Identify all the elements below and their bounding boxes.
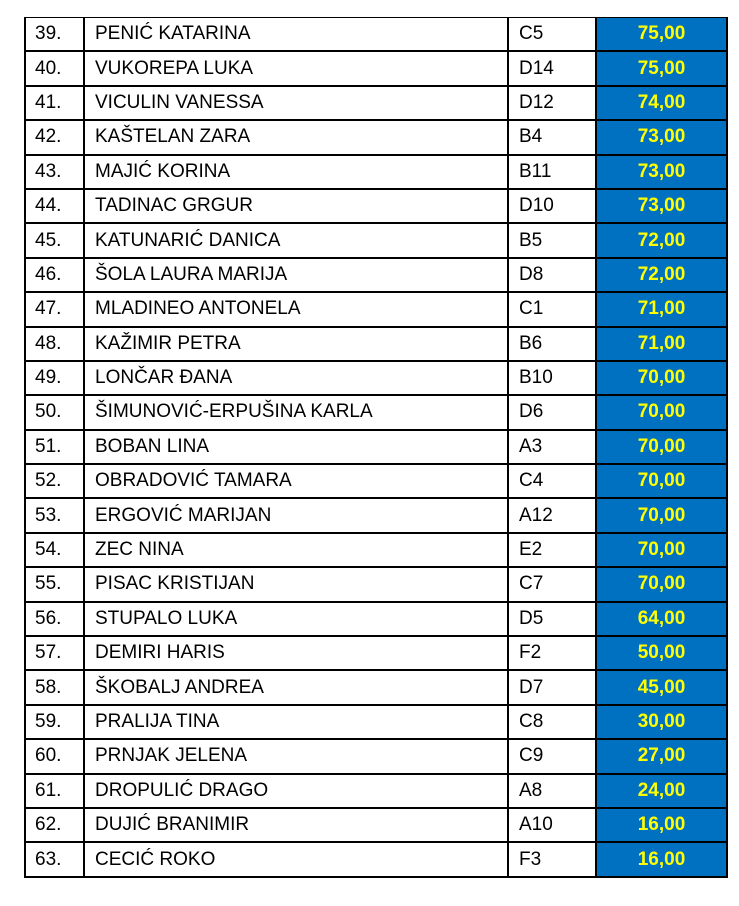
code-cell: D14: [508, 51, 596, 85]
code-cell: C1: [508, 292, 596, 326]
code-cell: C8: [508, 705, 596, 739]
name-cell: DROPULIĆ DRAGO: [84, 774, 508, 808]
rank-cell: 53.: [25, 498, 84, 532]
score-cell: 75,00: [596, 51, 727, 85]
score-cell: 45,00: [596, 670, 727, 704]
name-cell: KAŽIMIR PETRA: [84, 327, 508, 361]
results-table-body: [25, 18, 727, 877]
score-cell: 71,00: [596, 327, 727, 361]
name-cell: ERGOVIĆ MARIJAN: [84, 498, 508, 532]
score-cell: 72,00: [596, 223, 727, 257]
score-cell: 70,00: [596, 464, 727, 498]
score-cell: 73,00: [596, 120, 727, 154]
code-cell: A8: [508, 774, 596, 808]
rank-cell: 41.: [25, 86, 84, 120]
rank-cell: 42.: [25, 120, 84, 154]
rank-cell: 40.: [25, 51, 84, 85]
score-cell: 30,00: [596, 705, 727, 739]
table-row: [25, 258, 727, 292]
code-cell: D12: [508, 86, 596, 120]
name-cell: MAJIĆ KORINA: [84, 155, 508, 189]
name-cell: KAŠTELAN ZARA: [84, 120, 508, 154]
code-cell: D5: [508, 602, 596, 636]
rank-cell: 52.: [25, 464, 84, 498]
score-cell: 16,00: [596, 842, 727, 876]
table-row: [25, 567, 727, 601]
code-cell: D7: [508, 670, 596, 704]
rank-cell: 43.: [25, 155, 84, 189]
code-cell: B4: [508, 120, 596, 154]
name-cell: PRNJAK JELENA: [84, 739, 508, 773]
name-cell: ŠOLA LAURA MARIJA: [84, 258, 508, 292]
name-cell: DEMIRI HARIS: [84, 636, 508, 670]
table-row: [25, 395, 727, 429]
rank-cell: 47.: [25, 292, 84, 326]
table-row: [25, 86, 727, 120]
name-cell: VICULIN VANESSA: [84, 86, 508, 120]
name-cell: MLADINEO ANTONELA: [84, 292, 508, 326]
code-cell: B10: [508, 361, 596, 395]
rank-cell: 57.: [25, 636, 84, 670]
table-row: [25, 361, 727, 395]
table-row: [25, 464, 727, 498]
rank-cell: 50.: [25, 395, 84, 429]
table-row: [25, 533, 727, 567]
table-row: [25, 670, 727, 704]
name-cell: OBRADOVIĆ TAMARA: [84, 464, 508, 498]
score-cell: 71,00: [596, 292, 727, 326]
rank-cell: 48.: [25, 327, 84, 361]
table-row: [25, 498, 727, 532]
score-cell: 70,00: [596, 498, 727, 532]
code-cell: D6: [508, 395, 596, 429]
name-cell: PRALIJA TINA: [84, 705, 508, 739]
code-cell: B11: [508, 155, 596, 189]
code-cell: C5: [508, 18, 596, 52]
score-cell: 70,00: [596, 361, 727, 395]
table-row: [25, 739, 727, 773]
rank-cell: 49.: [25, 361, 84, 395]
table-row: [25, 430, 727, 464]
name-cell: PISAC KRISTIJAN: [84, 567, 508, 601]
rank-cell: 39.: [25, 18, 84, 52]
code-cell: A12: [508, 498, 596, 532]
table-row: [25, 808, 727, 842]
rank-cell: 60.: [25, 739, 84, 773]
rank-cell: 44.: [25, 189, 84, 223]
name-cell: CECIĆ ROKO: [84, 842, 508, 876]
table-row: [25, 602, 727, 636]
rank-cell: 58.: [25, 670, 84, 704]
table-row: [25, 18, 727, 52]
score-cell: 74,00: [596, 86, 727, 120]
code-cell: B5: [508, 223, 596, 257]
table-row: [25, 636, 727, 670]
name-cell: KATUNARIĆ DANICA: [84, 223, 508, 257]
rank-cell: 56.: [25, 602, 84, 636]
rank-cell: 62.: [25, 808, 84, 842]
score-cell: 70,00: [596, 567, 727, 601]
code-cell: A3: [508, 430, 596, 464]
score-cell: 16,00: [596, 808, 727, 842]
table-row: [25, 51, 727, 85]
rank-cell: 59.: [25, 705, 84, 739]
score-cell: 73,00: [596, 155, 727, 189]
name-cell: ŠKOBALJ ANDREA: [84, 670, 508, 704]
score-cell: 72,00: [596, 258, 727, 292]
score-cell: 73,00: [596, 189, 727, 223]
table-row: [25, 223, 727, 257]
name-cell: ZEC NINA: [84, 533, 508, 567]
table-row: [25, 327, 727, 361]
rank-cell: 54.: [25, 533, 84, 567]
score-cell: 70,00: [596, 533, 727, 567]
code-cell: A10: [508, 808, 596, 842]
code-cell: C7: [508, 567, 596, 601]
name-cell: STUPALO LUKA: [84, 602, 508, 636]
name-cell: TADINAC GRGUR: [84, 189, 508, 223]
name-cell: DUJIĆ BRANIMIR: [84, 808, 508, 842]
code-cell: D8: [508, 258, 596, 292]
score-cell: 27,00: [596, 739, 727, 773]
table-row: [25, 842, 727, 876]
rank-cell: 63.: [25, 842, 84, 876]
results-table: [24, 17, 728, 878]
code-cell: B6: [508, 327, 596, 361]
table-row: [25, 189, 727, 223]
score-cell: 64,00: [596, 602, 727, 636]
code-cell: C9: [508, 739, 596, 773]
name-cell: LONČAR ĐANA: [84, 361, 508, 395]
score-cell: 70,00: [596, 395, 727, 429]
rank-cell: 45.: [25, 223, 84, 257]
code-cell: F3: [508, 842, 596, 876]
rank-cell: 61.: [25, 774, 84, 808]
table-row: [25, 774, 727, 808]
table-row: [25, 120, 727, 154]
rank-cell: 46.: [25, 258, 84, 292]
code-cell: E2: [508, 533, 596, 567]
name-cell: PENIĆ KATARINA: [84, 18, 508, 52]
table-row: [25, 292, 727, 326]
name-cell: BOBAN LINA: [84, 430, 508, 464]
score-cell: 50,00: [596, 636, 727, 670]
rank-cell: 51.: [25, 430, 84, 464]
code-cell: F2: [508, 636, 596, 670]
code-cell: D10: [508, 189, 596, 223]
code-cell: C4: [508, 464, 596, 498]
score-cell: 70,00: [596, 430, 727, 464]
table-row: [25, 155, 727, 189]
name-cell: VUKOREPA LUKA: [84, 51, 508, 85]
table-row: [25, 705, 727, 739]
score-cell: 24,00: [596, 774, 727, 808]
rank-cell: 55.: [25, 567, 84, 601]
score-cell: 75,00: [596, 18, 727, 52]
name-cell: ŠIMUNOVIĆ-ERPUŠINA KARLA: [84, 395, 508, 429]
